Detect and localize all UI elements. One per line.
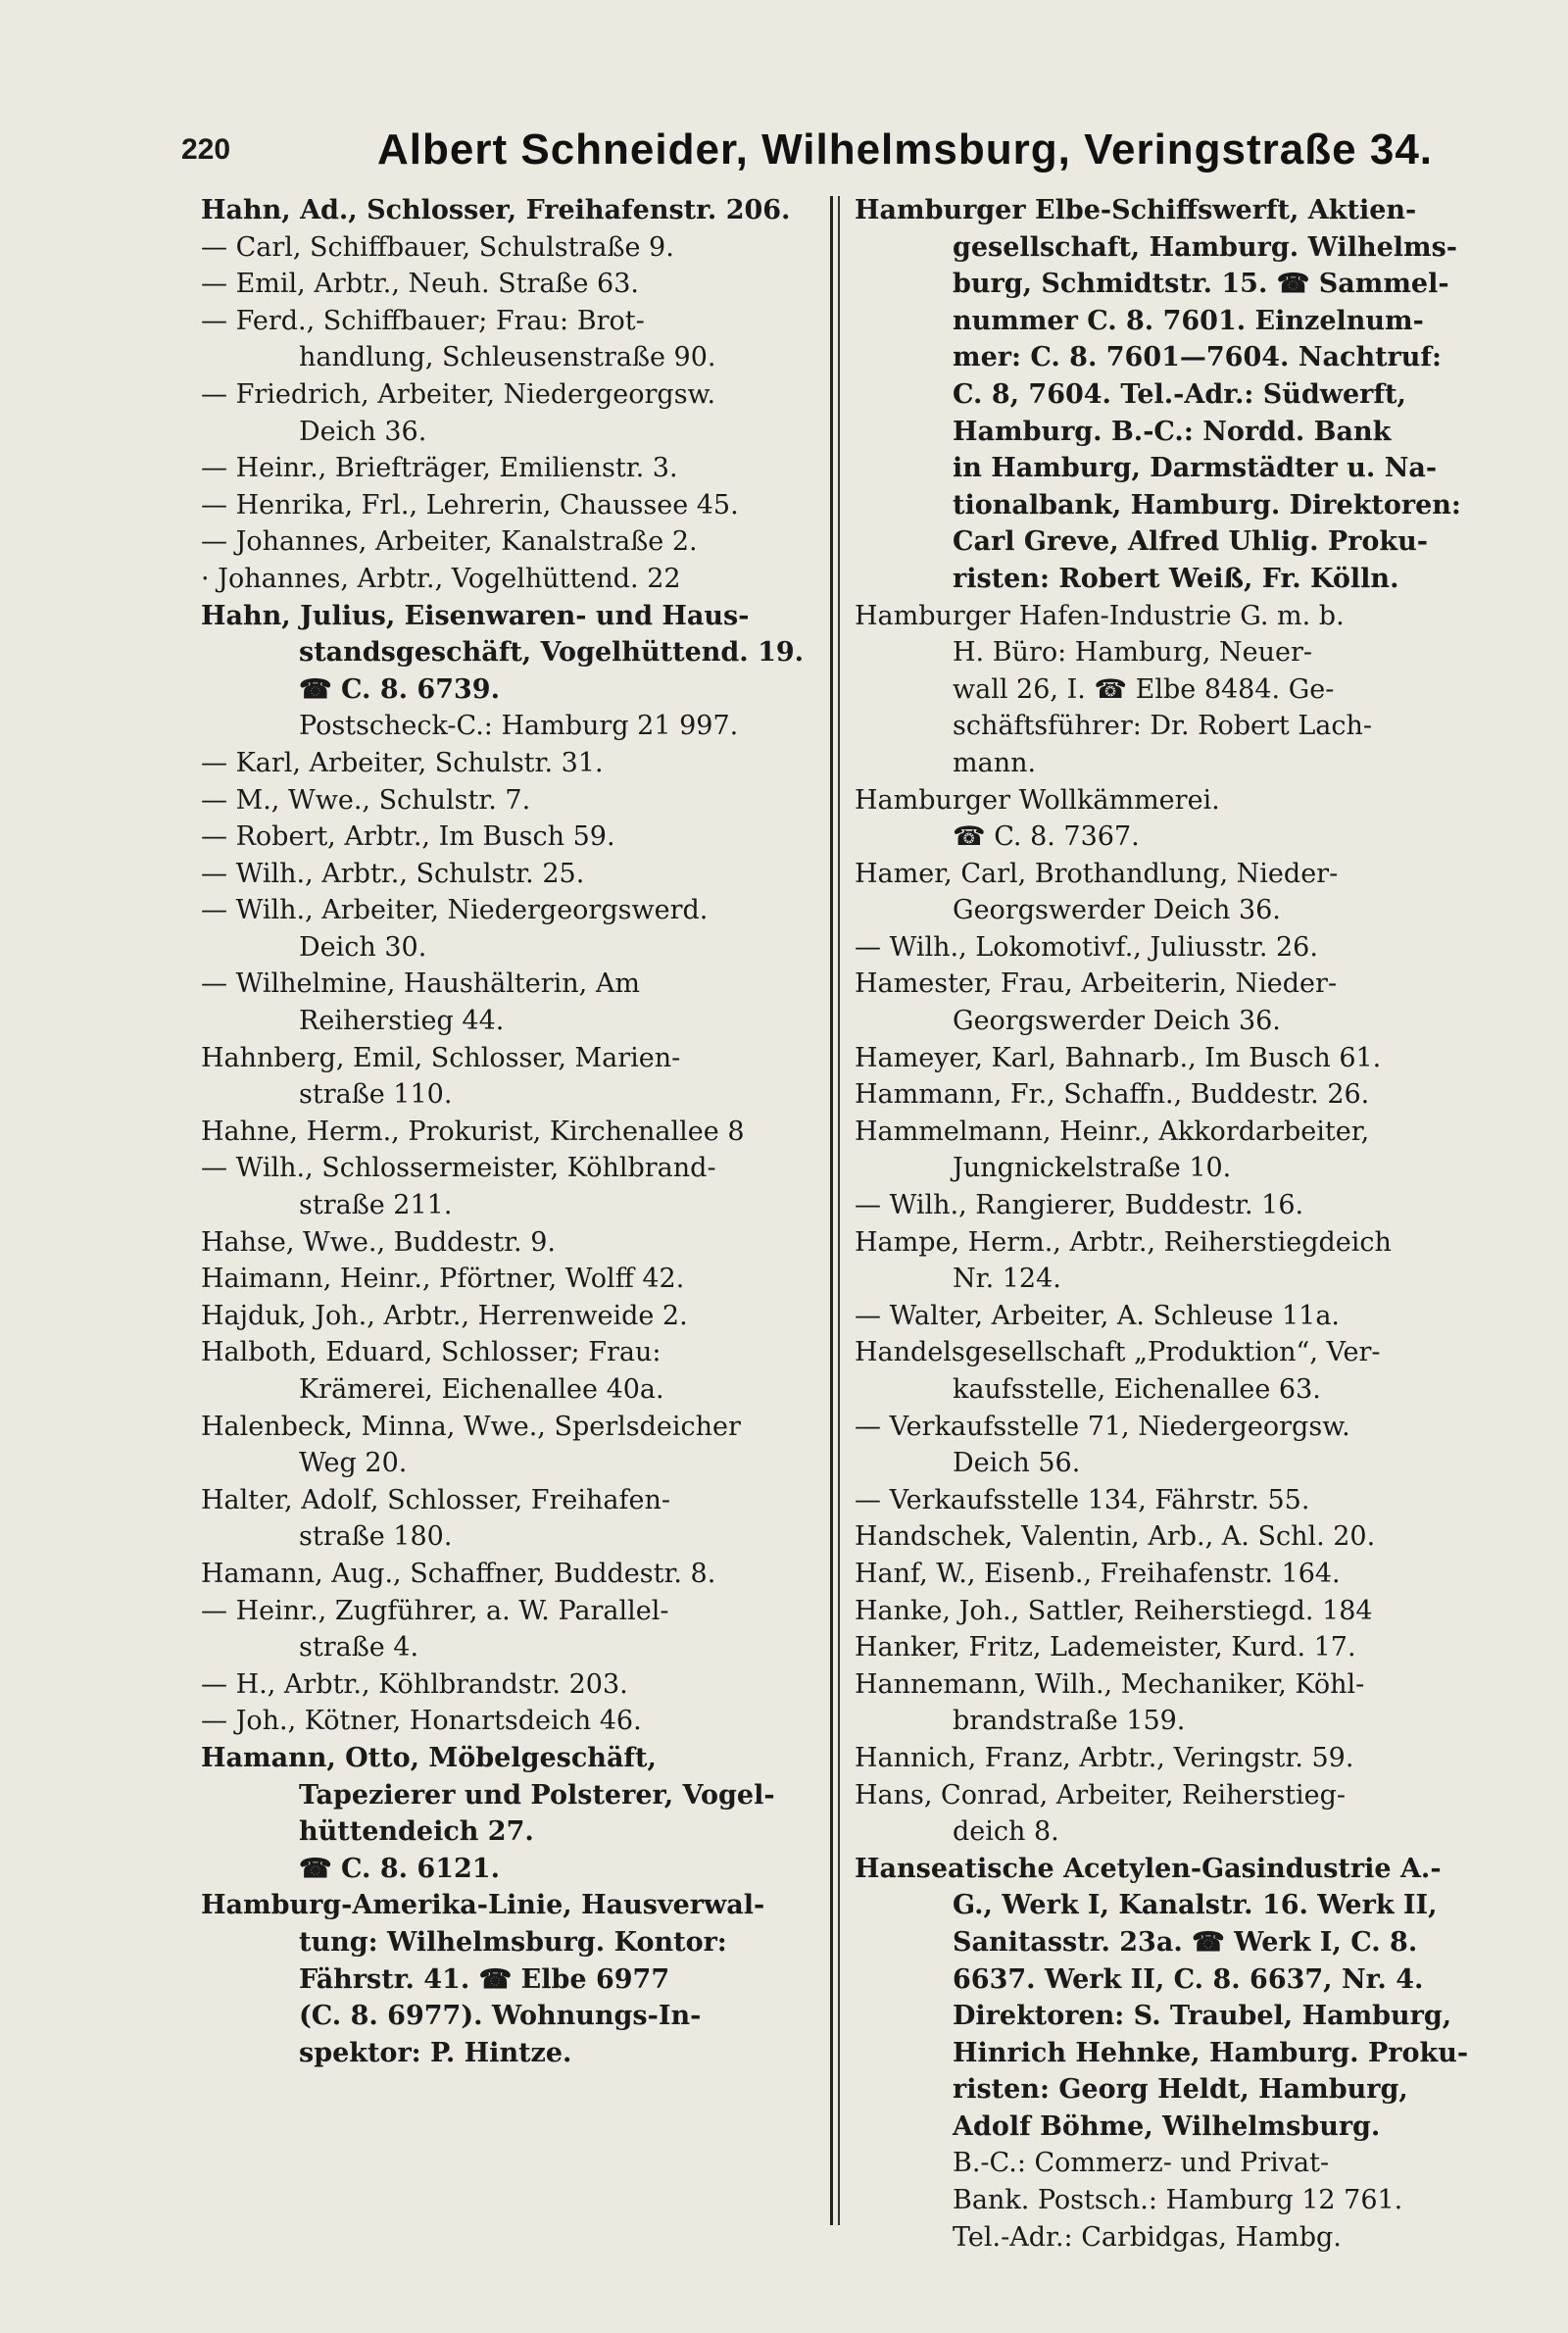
directory-entry: [855, 192, 1482, 598]
directory-entry: [201, 1261, 810, 1298]
entry-line: Hameyer, Karl, Bahnarb., Im Busch 61.: [855, 1042, 1382, 1073]
entry-line: Postscheck-C.: Hamburg 21 997.: [299, 711, 739, 742]
directory-entry: [201, 819, 810, 856]
entry-line: — Wilh., Lokomotivf., Juliusstr. 26.: [855, 931, 1318, 963]
entry-line: gesellschaft, Hamburg. Wilhelms-: [953, 231, 1457, 263]
directory-entry: [855, 1629, 1482, 1666]
entry-line: Tapezierer und Polsterer, Vogel-: [299, 1779, 775, 1811]
directory-entry: [201, 303, 810, 376]
entry-line: Fährstr. 41. ☎ Elbe 6977: [299, 1963, 670, 1995]
entry-line: brandstraße 159.: [953, 1706, 1186, 1737]
directory-entry: [201, 1593, 810, 1666]
entry-line: — Verkaufsstelle 134, Fährstr. 55.: [855, 1484, 1310, 1515]
directory-entry: [201, 1409, 810, 1482]
entry-line: spektor: P. Hintze.: [299, 2037, 572, 2068]
entry-line: Hahn, Ad., Schlosser, Freihafenstr. 206.: [201, 195, 791, 225]
entry-line: Carl Greve, Alfred Uhlig. Proku-: [953, 526, 1428, 558]
entry-line: — Joh., Kötner, Honartsdeich 46.: [201, 1706, 642, 1737]
entry-line: — Carl, Schiffbauer, Schulstraße 9.: [201, 231, 674, 263]
entry-line: — Robert, Arbtr., Im Busch 59.: [201, 821, 615, 853]
entry-line: Hamann, Aug., Schaffner, Buddestr. 8.: [201, 1558, 716, 1589]
directory-entry: [201, 266, 810, 303]
entry-line: Hans, Conrad, Arbeiter, Reiherstieg-: [855, 1779, 1346, 1811]
directory-entry: [201, 376, 810, 450]
entry-line: 6637. Werk II, C. 8. 6637, Nr. 4.: [953, 1963, 1424, 1995]
entry-line: risten: Robert Weiß, Fr. Kölln.: [953, 563, 1399, 594]
entry-line: — M., Wwe., Schulstr. 7.: [201, 784, 531, 816]
directory-entry: [855, 1482, 1482, 1519]
entry-line: G., Werk I, Kanalstr. 16. Werk II,: [953, 1890, 1438, 1921]
entry-line: Hamburger Elbe-Schiffswerft, Aktien-: [855, 195, 1417, 225]
directory-entry: [201, 1114, 810, 1151]
directory-entry: [201, 1887, 810, 2071]
entry-line: Hamer, Carl, Brothandlung, Nieder-: [855, 858, 1339, 889]
entry-line: Handelsgesellschaft „Produktion“, Ver-: [855, 1337, 1381, 1368]
directory-entry: [201, 1150, 810, 1223]
entry-line: (C. 8. 6977). Wohnungs-In-: [299, 2001, 702, 2032]
entry-line: Handschek, Valentin, Arb., A. Schl. 20.: [855, 1521, 1376, 1553]
directory-entry: [201, 856, 810, 893]
entry-line: Hahne, Herm., Prokurist, Kirchenallee 8: [201, 1116, 745, 1147]
entry-line: Hampe, Herm., Arbtr., Reiherstiegdeich: [855, 1226, 1392, 1258]
directory-entry: [855, 1409, 1482, 1482]
entry-line: — Heinr., Zugführer, a. W. Parallel-: [201, 1595, 669, 1626]
entry-line: wall 26, I. ☎ Elbe 8484. Ge-: [953, 673, 1335, 705]
entry-line: Hinrich Hehnke, Hamburg. Proku-: [953, 2037, 1469, 2068]
entry-line: Hamann, Otto, Möbelgeschäft,: [201, 1742, 657, 1773]
entry-line: C. 8, 7604. Tel.-Adr.: Südwerft,: [953, 378, 1406, 410]
entry-line: Tel.-Adr.: Carbidgas, Hambg.: [953, 2221, 1342, 2253]
entry-line: straße 4.: [299, 1632, 419, 1663]
entry-line: schäftsführer: Dr. Robert Lach-: [953, 711, 1373, 742]
entry-line: Hamburg-Amerika-Linie, Hausverwal-: [201, 1890, 765, 1921]
entry-line: Georgswerder Deich 36.: [953, 895, 1281, 926]
directory-entry: [201, 745, 810, 782]
entry-line: Weg 20.: [299, 1448, 408, 1479]
entry-line: — Wilh., Arbeiter, Niedergeorgswerd.: [201, 895, 709, 926]
directory-entry: [201, 892, 810, 966]
entry-line: hüttendeich 27.: [299, 1816, 534, 1848]
page-header: [181, 125, 1485, 174]
directory-entry: [855, 1114, 1482, 1187]
entry-line: — Friedrich, Arbeiter, Niedergeorgsw.: [201, 378, 716, 410]
entry-line: burg, Schmidtstr. 15. ☎ Sammel-: [953, 269, 1449, 300]
entry-line: mer: C. 8. 7601—7604. Nachtruf:: [953, 342, 1442, 373]
entry-line: Deich 30.: [299, 931, 427, 963]
entry-line: B.-C.: Commerz- und Privat-: [953, 2148, 1330, 2179]
directory-entry: [201, 1298, 810, 1335]
entry-line: Hanke, Joh., Sattler, Reiherstiegd. 184: [855, 1595, 1373, 1626]
directory-entry: [201, 598, 810, 709]
entry-line: Hajduk, Joh., Arbtr., Herrenweide 2.: [201, 1300, 688, 1331]
entry-line: Georgswerder Deich 36.: [953, 1006, 1281, 1037]
entry-line: Hamburg. B.-C.: Nordd. Bank: [953, 416, 1392, 447]
entry-line: Jungnickelstraße 10.: [953, 1153, 1232, 1184]
entry-line: Hamburger Hafen-Industrie G. m. b.: [855, 600, 1345, 631]
entry-line: — Karl, Arbeiter, Schulstr. 31.: [201, 747, 604, 778]
directory-entry: [201, 1224, 810, 1262]
entry-line: — Johannes, Arbeiter, Kanalstraße 2.: [201, 526, 698, 558]
directory-entry: [855, 1187, 1482, 1224]
entry-line: — Heinr., Briefträger, Emilienstr. 3.: [201, 453, 678, 484]
entry-line: · Johannes, Arbtr., Vogelhüttend. 22: [201, 563, 681, 594]
directory-entry: [855, 782, 1482, 856]
entry-line: risten: Georg Heldt, Hamburg,: [953, 2074, 1408, 2106]
directory-entry: [855, 1777, 1482, 1851]
entry-line: — H., Arbtr., Köhlbrandstr. 203.: [201, 1668, 628, 1700]
directory-entry: [855, 1666, 1482, 1740]
directory-entry: [855, 1334, 1482, 1408]
entry-line: — Verkaufsstelle 71, Niedergeorgsw.: [855, 1411, 1350, 1442]
entry-line: Hannich, Franz, Arbtr., Veringstr. 59.: [855, 1742, 1354, 1773]
directory-entry: [855, 1740, 1482, 1777]
directory-entry: [201, 966, 810, 1039]
entry-line: Haimann, Heinr., Pförtner, Wolff 42.: [201, 1264, 685, 1295]
entry-line: — Wilh., Arbtr., Schulstr. 25.: [201, 858, 585, 889]
entry-line: Bank. Postsch.: Hamburg 12 761.: [953, 2185, 1403, 2216]
entry-line: Sanitasstr. 23a. ☎ Werk I, C. 8.: [953, 1926, 1418, 1958]
entry-line: standsgeschäft, Vogelhüttend. 19.: [299, 637, 805, 669]
directory-entry: [201, 1334, 810, 1408]
entry-line: — Ferd., Schiffbauer; Frau: Brot-: [201, 305, 645, 336]
directory-entry: [201, 1851, 810, 1888]
directory-entry: [201, 1556, 810, 1593]
entry-line: Hahse, Wwe., Buddestr. 9.: [201, 1226, 556, 1258]
directory-entry: [201, 1482, 810, 1556]
entry-line: Halboth, Eduard, Schlosser; Frau:: [201, 1337, 662, 1368]
entry-line: Direktoren: S. Traubel, Hamburg,: [953, 2001, 1452, 2032]
entry-line: Hanseatische Acetylen-Gasindustrie A.-: [855, 1853, 1442, 1884]
entry-line: H. Büro: Hamburg, Neuer-: [953, 637, 1313, 669]
entry-line: — Walter, Arbeiter, A. Schleuse 11a.: [855, 1300, 1341, 1331]
directory-entry: [855, 1224, 1482, 1298]
entry-line: straße 211.: [299, 1190, 453, 1221]
directory-entry: [855, 1593, 1482, 1630]
entry-line: Hammelmann, Heinr., Akkordarbeiter,: [855, 1116, 1370, 1147]
directory-entry: [201, 229, 810, 267]
entry-line: nummer C. 8. 7601. Einzelnum-: [953, 305, 1424, 336]
directory-entry: [201, 1040, 810, 1114]
entry-line: Adolf Böhme, Wilhelmsburg.: [953, 2110, 1381, 2142]
directory-entry: [855, 1851, 1482, 2146]
directory-entry: [855, 1040, 1482, 1077]
entry-line: Deich 36.: [299, 416, 427, 447]
directory-entry: [855, 856, 1482, 929]
running-head: Albert Schneider, Wilhelmsburg, Veringstraße 34.: [377, 125, 1434, 174]
entry-line: Hammann, Fr., Schaffn., Buddestr. 26.: [855, 1079, 1370, 1111]
entry-line: — Emil, Arbtr., Neuh. Straße 63.: [201, 269, 639, 300]
directory-entry: [855, 929, 1482, 967]
entry-line: Hannemann, Wilh., Mechaniker, Köhl-: [855, 1668, 1365, 1700]
entry-line: Hanf, W., Eisenb., Freihafenstr. 164.: [855, 1558, 1341, 1589]
entry-line: tung: Wilhelmsburg. Kontor:: [299, 1926, 727, 1958]
entry-line: Reiherstieg 44.: [299, 1006, 505, 1037]
entry-line: straße 180.: [299, 1521, 453, 1553]
column-divider: [838, 196, 840, 2225]
directory-entry: [855, 1556, 1482, 1593]
entry-line: Deich 56.: [953, 1448, 1081, 1479]
directory-entry: [201, 561, 810, 598]
entry-line: Halenbeck, Minna, Wwe., Sperlsdeicher: [201, 1411, 741, 1442]
directory-entry: [855, 966, 1482, 1039]
directory-entry: [201, 1666, 810, 1704]
directory-entry: [201, 782, 810, 819]
directory-entry: [855, 2145, 1482, 2256]
entry-line: straße 110.: [299, 1079, 453, 1111]
entry-line: Krämerei, Eichenallee 40a.: [299, 1374, 664, 1405]
entry-line: ☎ C. 8. 7367.: [953, 821, 1140, 853]
entry-line: ☎ C. 8. 6121.: [299, 1853, 500, 1884]
entry-line: in Hamburg, Darmstädter u. Na-: [953, 453, 1438, 484]
entry-line: ☎ C. 8. 6739.: [299, 673, 500, 705]
page-number: 220: [181, 133, 231, 166]
entry-line: tionalbank, Hamburg. Direktoren:: [953, 489, 1461, 521]
entry-line: Hanker, Fritz, Lademeister, Kurd. 17.: [855, 1632, 1356, 1663]
directory-entry: [201, 1703, 810, 1740]
entry-line: Halter, Adolf, Schlosser, Freihafen-: [201, 1484, 670, 1515]
directory-entry: [855, 598, 1482, 782]
entry-line: Nr. 124.: [953, 1264, 1061, 1295]
directory-entry: [201, 487, 810, 524]
entry-line: deich 8.: [953, 1816, 1059, 1848]
left-column: [201, 192, 810, 2071]
directory-entry: [855, 1298, 1482, 1335]
directory-entry: [201, 1740, 810, 1851]
directory-entry: [855, 1518, 1482, 1556]
entry-line: Hamester, Frau, Arbeiterin, Nieder-: [855, 968, 1338, 1000]
entry-line: — Wilhelmine, Haushälterin, Am: [201, 968, 640, 1000]
directory-entry: [201, 450, 810, 487]
entry-line: Hahnberg, Emil, Schlosser, Marien-: [201, 1042, 681, 1073]
directory-entry: [201, 192, 810, 229]
entry-line: mann.: [953, 747, 1037, 778]
entry-line: handlung, Schleusenstraße 90.: [299, 342, 716, 373]
right-column: [855, 192, 1482, 2256]
directory-entry: [201, 523, 810, 561]
entry-line: — Henrika, Frl., Lehrerin, Chaussee 45.: [201, 489, 739, 521]
entry-line: — Wilh., Schlossermeister, Köhlbrand-: [201, 1153, 716, 1184]
entry-line: Hamburger Wollkämmerei.: [855, 784, 1220, 816]
directory-entry: [201, 708, 810, 745]
entry-line: kaufsstelle, Eichenallee 63.: [953, 1374, 1321, 1405]
directory-entry: [855, 1076, 1482, 1114]
entry-line: — Wilh., Rangierer, Buddestr. 16.: [855, 1190, 1304, 1221]
entry-line: Hahn, Julius, Eisenwaren- und Haus-: [201, 600, 750, 631]
column-divider: [830, 196, 833, 2225]
